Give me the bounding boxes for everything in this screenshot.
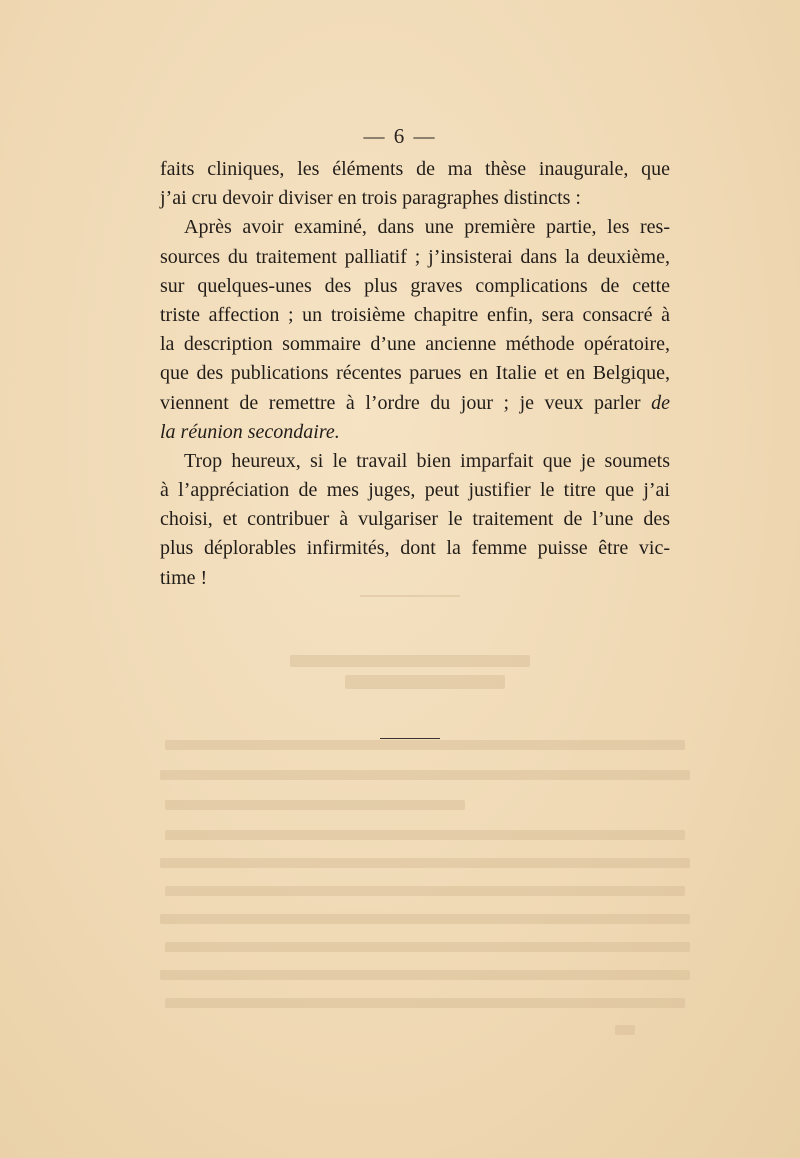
text-line — [160, 389, 670, 418]
text-line-content: sources du traitement palliatif ; j’insisterai dans la deuxième, — [160, 245, 670, 268]
text-line — [160, 272, 670, 301]
text-line — [160, 243, 670, 272]
text-line-content: sur quelques-unes des plus graves complications de cette — [160, 274, 670, 297]
text-line-content: Après avoir examiné, dans une première partie, les res- — [184, 216, 670, 239]
text-line — [160, 330, 670, 359]
text-line — [160, 476, 670, 505]
text-line — [160, 155, 670, 184]
text-line-content: time ! — [160, 566, 208, 589]
text-line-content: plus déplorables infirmités, dont la femme puisse être vic- — [160, 537, 670, 560]
italic-phrase: la réunion secondaire. — [160, 420, 340, 443]
page-number: — 6 — — [363, 124, 437, 148]
text-line — [160, 418, 670, 447]
text-line — [160, 213, 670, 242]
text-line — [160, 301, 670, 330]
text-line-content: j’ai cru devoir diviser en trois paragraphes distincts : — [160, 187, 581, 210]
text-line — [160, 534, 670, 563]
text-line — [160, 564, 670, 593]
text-line-content: la description sommaire d’une ancienne méthode opératoire, — [160, 333, 670, 356]
text-line-content: choisi, et contribuer à vulgariser le traitement de l’une des — [160, 508, 670, 531]
text-line-content: triste affection ; un troisième chapitre enfin, sera consacré à — [160, 303, 670, 326]
text-line — [160, 447, 670, 476]
text-line-content: à l’appréciation de mes juges, peut justifier le titre que j’ai — [160, 479, 670, 502]
text-line-content: faits cliniques, les éléments de ma thèse inaugurale, que — [160, 158, 670, 180]
text-line — [160, 359, 670, 388]
text-line — [160, 184, 670, 213]
text-line-content: viennent de remettre à l’ordre du jour ; je veux parler — [160, 391, 641, 414]
italic-phrase: de — [651, 391, 671, 414]
body-text — [160, 155, 670, 593]
section-rule — [380, 738, 440, 739]
text-line-content: Trop heureux, si le travail bien imparfait que je soumets — [184, 449, 670, 472]
text-line-content: que des publications récentes parues en Italie et en Belgique, — [160, 362, 670, 385]
text-line — [160, 505, 670, 534]
